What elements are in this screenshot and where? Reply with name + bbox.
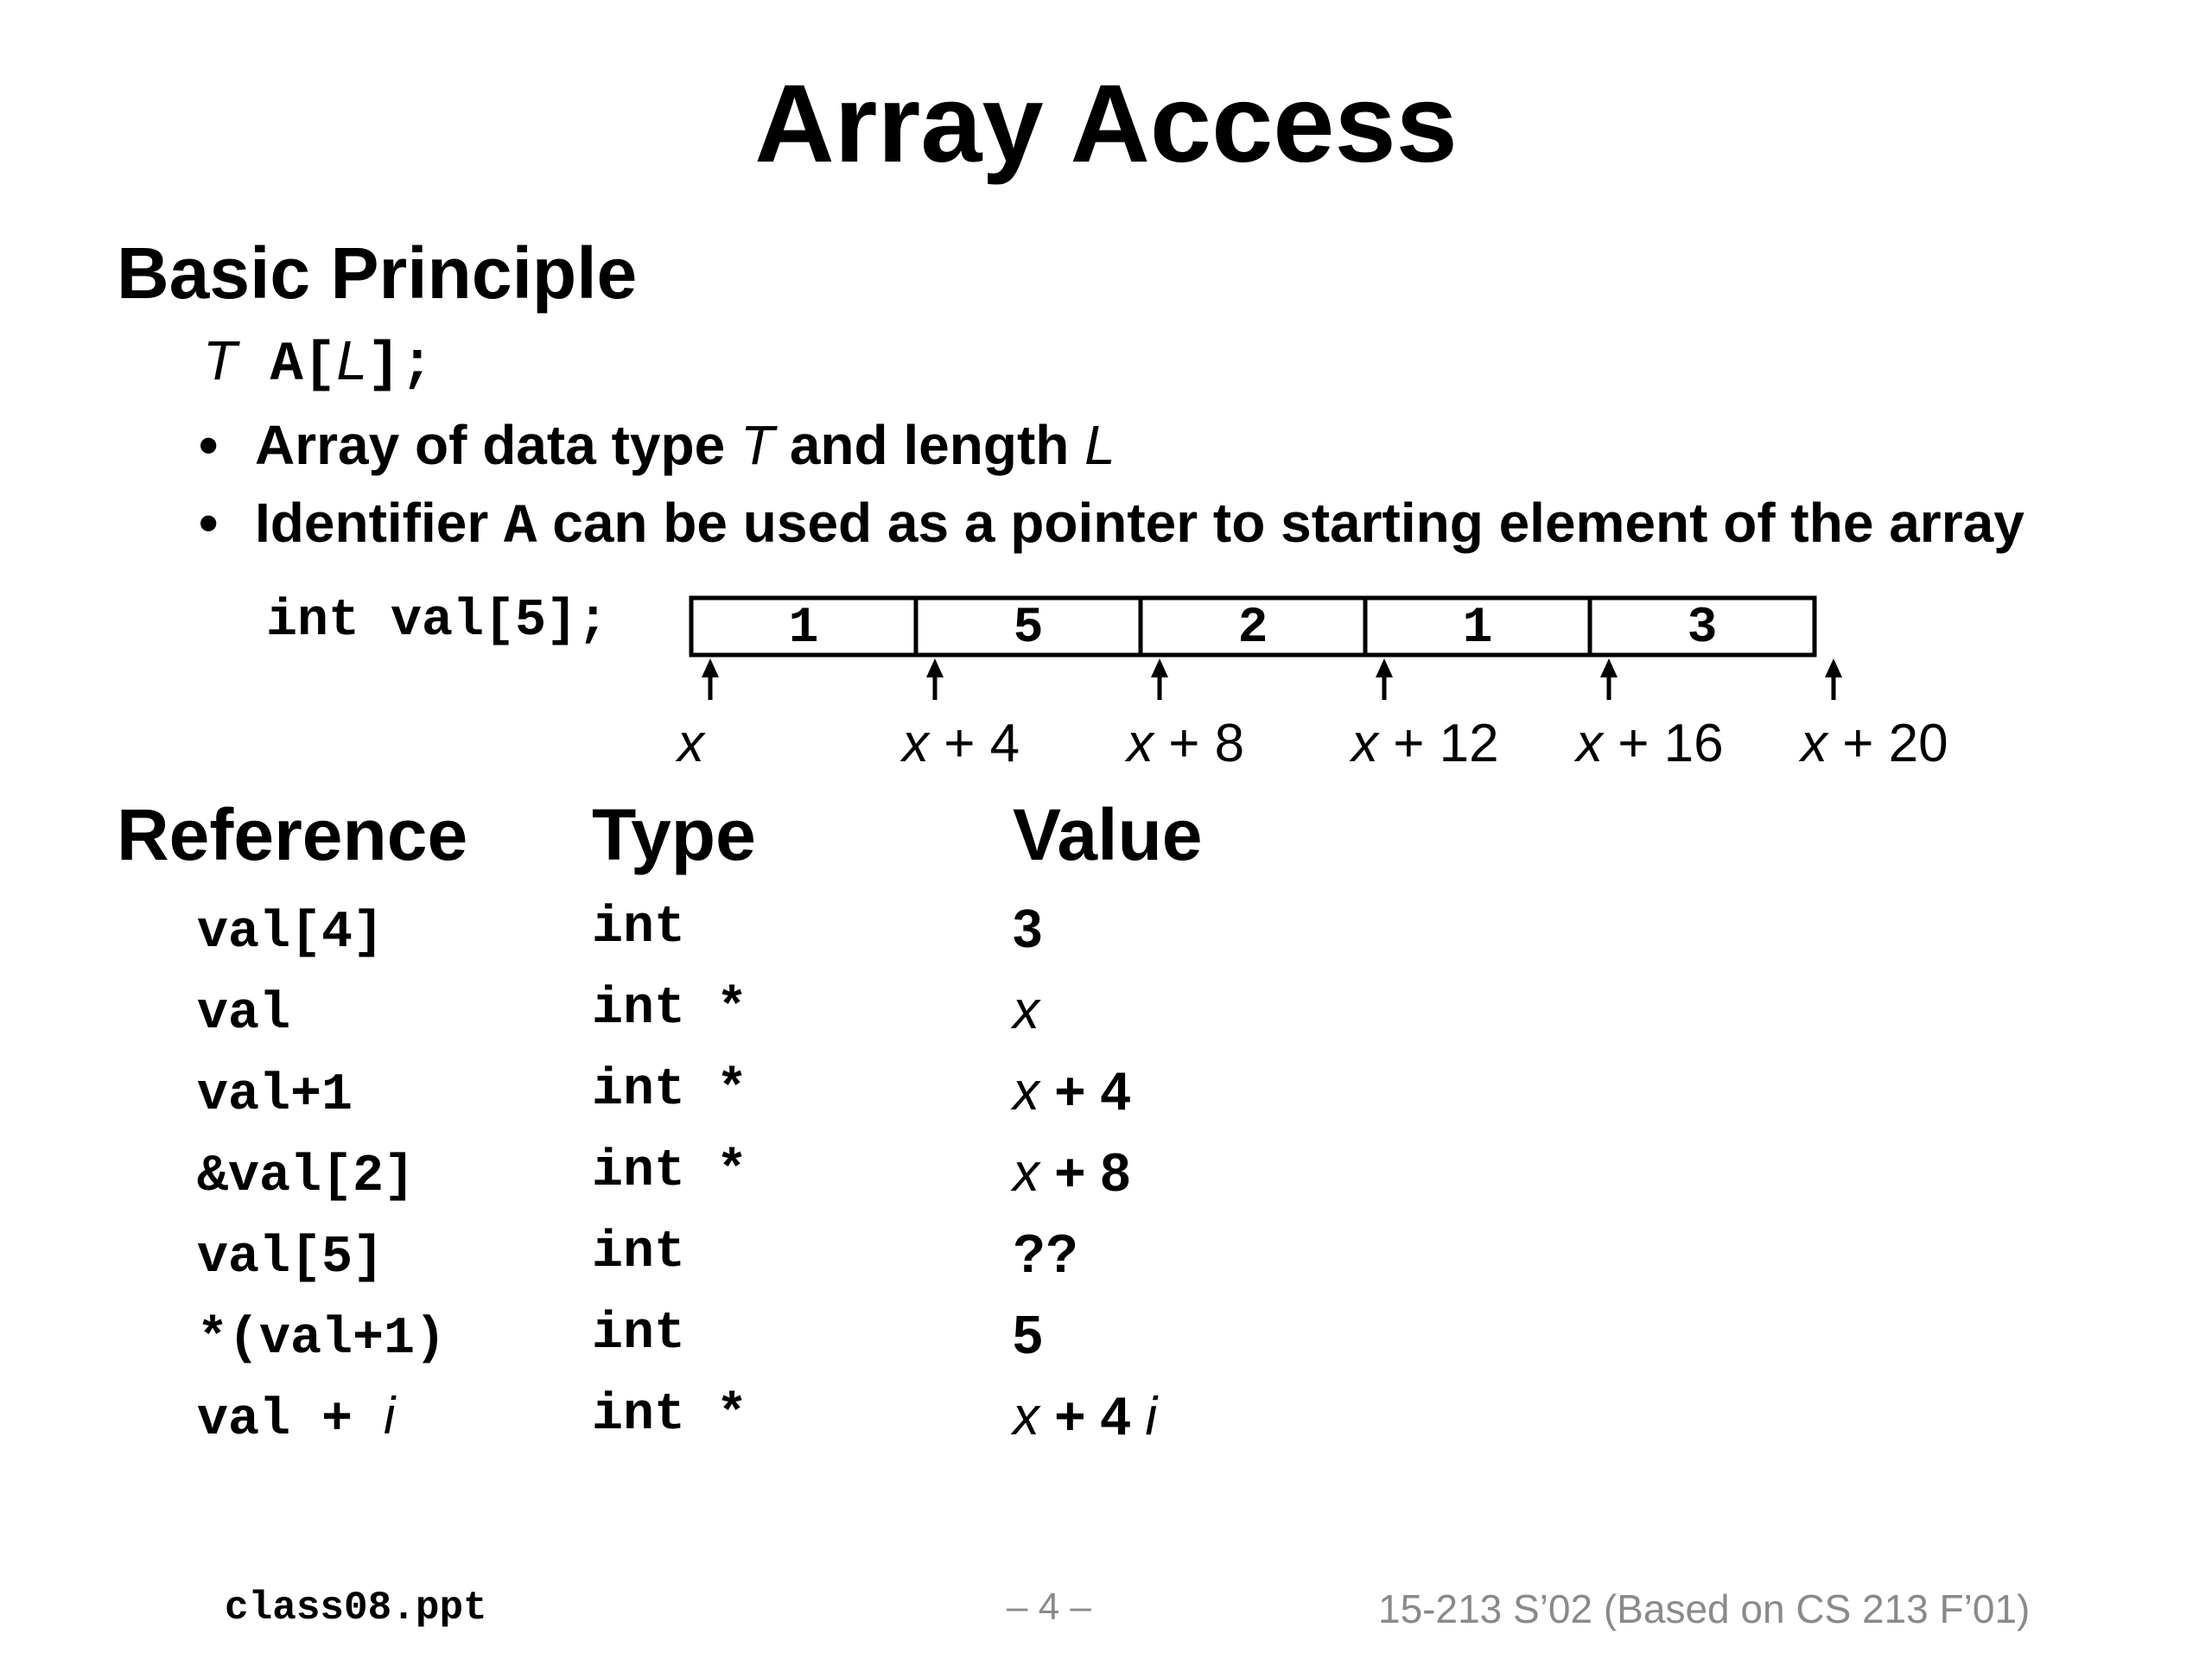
type-cell: int * (592, 1386, 748, 1445)
array-cells (691, 598, 1815, 657)
value-cell: x + 4 i (1013, 1387, 1158, 1446)
footer-page-number: – 4 – (1007, 1586, 1091, 1628)
array-declaration: int val[5]; (266, 592, 609, 651)
declaration-suffix: ]; (366, 334, 434, 397)
length-param: L (336, 329, 367, 391)
reference-cell: val[4] (197, 904, 385, 963)
type-cell: int * (592, 1142, 748, 1201)
reference-cell: val+1 (197, 1066, 353, 1125)
address-label: x + 16 (1576, 714, 1724, 773)
address-arrows (702, 658, 1842, 700)
type-param: T (203, 329, 238, 391)
bullet-icon: • (199, 414, 219, 476)
length-param: L (1084, 414, 1116, 476)
footer-course: 15-213 S’02 (Based on CS 213 F’01) (1378, 1586, 2031, 1631)
arrow-head-icon (926, 658, 944, 677)
section-heading: Basic Principle (117, 232, 638, 314)
reference-cell: &val[2] (197, 1147, 416, 1206)
type-cell: int * (592, 1061, 748, 1120)
array-name: A[ (237, 334, 337, 397)
table-row (0, 1061, 2212, 1139)
table-row (0, 899, 2212, 976)
bullet-text: and length (774, 414, 1085, 476)
reference-cell: val + i (197, 1387, 396, 1450)
address-label: x + 8 (1127, 714, 1245, 773)
bullet-text: can be used as a pointer to starting element of the array (537, 492, 2024, 554)
column-header-value: Value (1013, 794, 1203, 875)
identifier-code: A (504, 497, 537, 559)
column-header-type: Type (592, 794, 756, 875)
value-cell: 5 (1013, 1306, 1043, 1365)
table-row (0, 980, 2212, 1058)
value-cell: x + 4 (1013, 1062, 1131, 1122)
table-row (0, 1305, 2212, 1382)
reference-cell: *(val+1) (197, 1310, 447, 1369)
bullet-icon: • (199, 492, 219, 554)
arrow-head-icon (702, 658, 719, 677)
value-cell: 3 (1013, 899, 1043, 959)
memory-diagram (0, 0, 2212, 795)
reference-cell: val (197, 985, 291, 1044)
reference-cell: val[5] (197, 1229, 385, 1287)
value-cell: ?? (1013, 1224, 1078, 1284)
bullet-text: Identifier (255, 492, 505, 554)
arrow-head-icon (1376, 658, 1393, 677)
arrow-head-icon (1600, 658, 1618, 677)
table-row (0, 1386, 2212, 1464)
value-cell: x (1013, 981, 1039, 1040)
type-cell: int * (592, 980, 748, 1039)
table-row (0, 1142, 2212, 1220)
array-cell-value: 1 (1462, 601, 1493, 657)
type-cell: int (592, 1305, 686, 1363)
slide-title: Array Access (754, 62, 1458, 186)
array-cell-value: 5 (1013, 601, 1044, 657)
type-param: T (740, 414, 775, 476)
column-header-reference: Reference (117, 794, 468, 875)
address-label: x + 20 (1801, 714, 1948, 773)
bullet-text: Array of data type (255, 414, 741, 476)
array-cell-value: 3 (1687, 601, 1718, 657)
value-cell: x + 8 (1013, 1143, 1131, 1203)
arrow-head-icon (1825, 658, 1842, 677)
table-row (0, 1224, 2212, 1301)
type-cell: int (592, 1224, 686, 1282)
array-cell-value: 2 (1237, 601, 1268, 657)
arrow-head-icon (1151, 658, 1168, 677)
address-label: x + 12 (1351, 714, 1499, 773)
array-cell-value: 1 (788, 601, 819, 657)
address-label: x (677, 714, 704, 773)
type-cell: int (592, 899, 686, 957)
address-label: x + 4 (902, 714, 1020, 773)
address-labels (675, 714, 1948, 773)
footer-filename: class08.ppt (225, 1586, 487, 1630)
